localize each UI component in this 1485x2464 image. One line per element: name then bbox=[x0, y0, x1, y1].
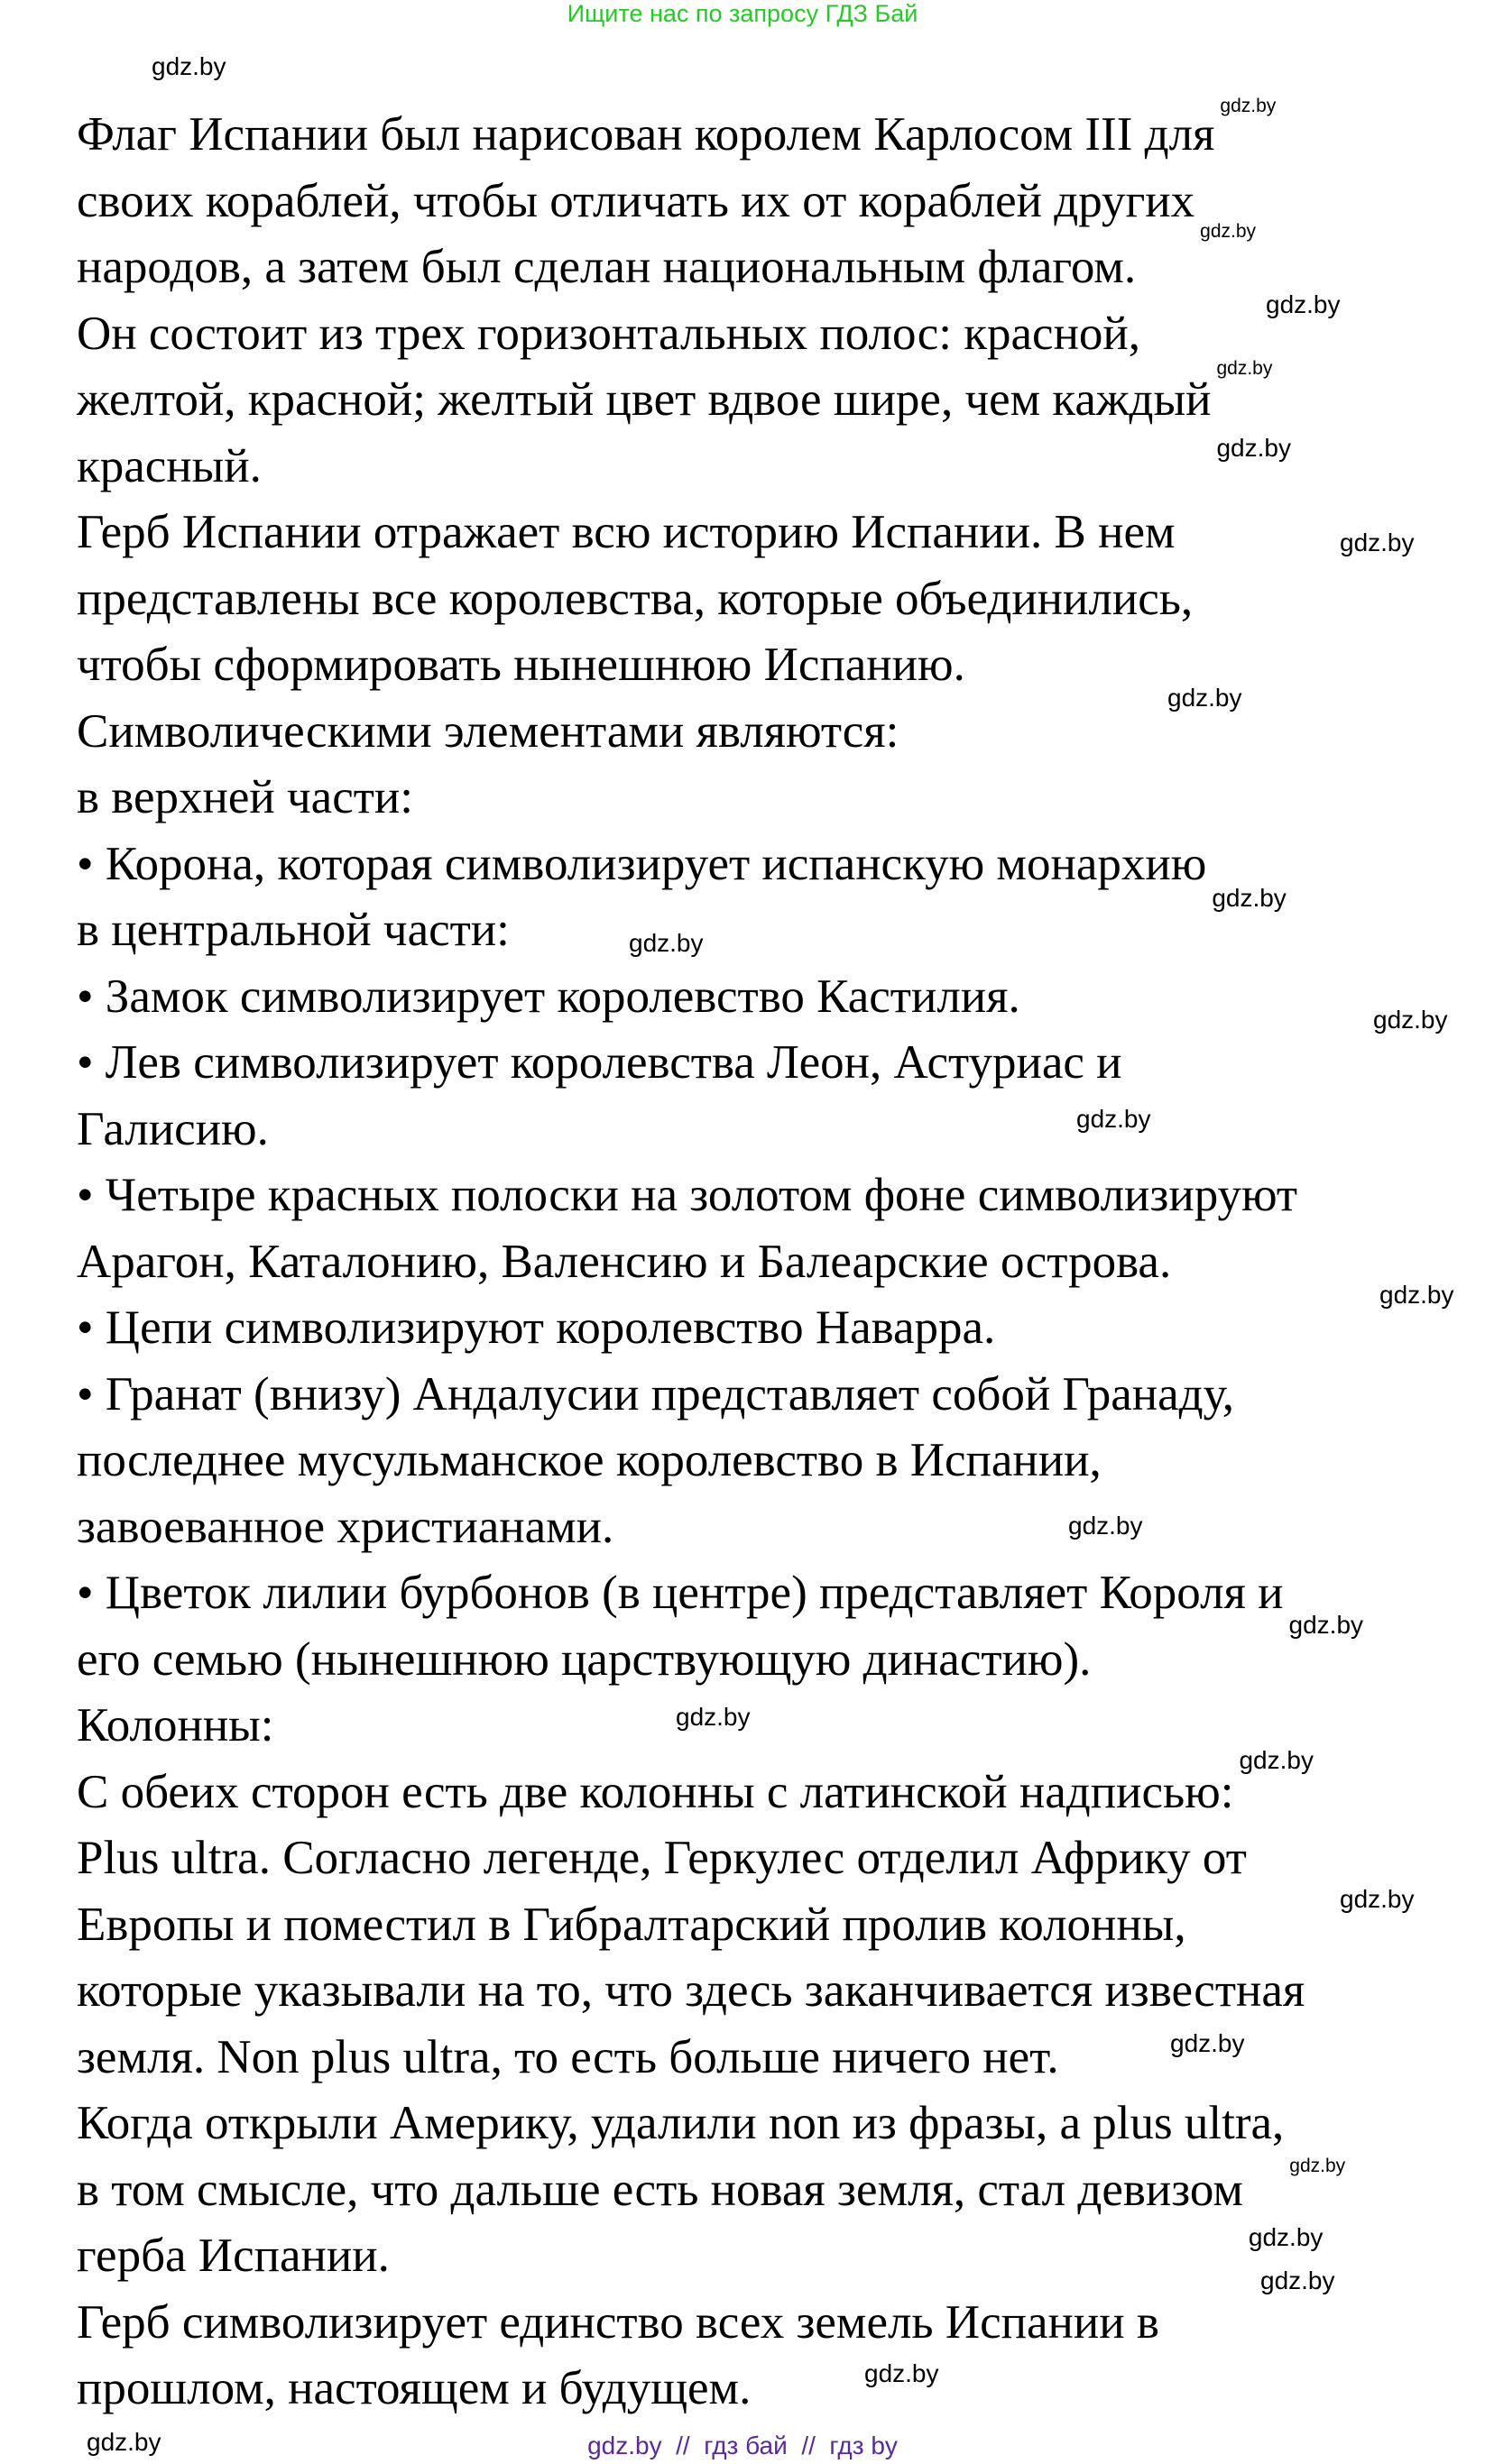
watermark-text: gdz.by bbox=[1340, 529, 1415, 556]
watermark-text: gdz.by bbox=[864, 2359, 939, 2387]
text-line: Plus ultra. Согласно легенде, Геркулес отделил Африку от bbox=[77, 1832, 1247, 1884]
text-line: • Корона, которая символизирует испанскую монархию bbox=[77, 837, 1207, 890]
watermark-text: gdz.by bbox=[152, 52, 226, 80]
watermark-text: gdz.by bbox=[1289, 2156, 1346, 2176]
watermark-text: gdz.by bbox=[1373, 1006, 1448, 1034]
text-line: Флаг Испании был нарисован королем Карлосом III для bbox=[77, 108, 1215, 161]
text-line: Герб Испании отражает всю историю Испании. В нем bbox=[77, 506, 1176, 558]
text-line: Колонны: bbox=[77, 1699, 274, 1751]
header-banner: Ищите нас по запросу ГДЗ Бай bbox=[567, 0, 918, 27]
watermark-text: gdz.by bbox=[1379, 1281, 1454, 1309]
text-line: прошлом, настоящем и будущем. bbox=[77, 2362, 752, 2414]
text-line: народов, а затем был сделан национальным флагом. bbox=[77, 241, 1137, 293]
watermark-text: gdz.by bbox=[87, 2428, 161, 2456]
text-line: его семью (нынешнюю царствующую династию). bbox=[77, 1632, 1092, 1686]
watermark-text: gdz.by bbox=[1266, 290, 1341, 318]
document-body bbox=[77, 102, 1305, 2423]
watermark-text: gdz.by bbox=[1260, 2266, 1335, 2294]
watermark-text: gdz.by bbox=[1216, 358, 1273, 379]
watermark-text: gdz.by bbox=[1220, 96, 1277, 116]
text-line: в верхней части: bbox=[77, 771, 413, 823]
text-line: своих кораблей, чтобы отличать их от кораблей других bbox=[77, 174, 1195, 227]
text-line: • Замок символизирует королевство Кастилия. bbox=[77, 970, 1020, 1023]
watermark-text: gdz.by bbox=[1068, 1512, 1143, 1540]
watermark-text: gdz.by bbox=[1288, 1611, 1364, 1639]
watermark-text: gdz.by bbox=[1076, 1105, 1151, 1133]
watermark-text: gdz.by bbox=[629, 929, 704, 957]
text-line: которые указывали на то, что здесь заканчивается известная bbox=[77, 1964, 1305, 2017]
footer-banner: gdz.by // гдз бай // гдз by bbox=[587, 2432, 898, 2459]
text-line: С обеих сторон есть две колонны с латинской надписью: bbox=[77, 1765, 1234, 1818]
text-line: чтобы сформировать нынешнюю Испанию. bbox=[77, 639, 965, 691]
watermark-text: gdz.by bbox=[1170, 2029, 1245, 2057]
text-line: земля. Non plus ultra, то есть больше ничего нет. bbox=[77, 2030, 1059, 2083]
text-line: желтой, красной; желтый цвет вдвое шире, чем каждый bbox=[77, 373, 1212, 426]
text-line: • Четыре красных полоски на золотом фоне символизируют bbox=[77, 1169, 1298, 1221]
text-line: Герб символизирует единство всех земель Испании в bbox=[77, 2295, 1159, 2349]
text-line: представлены все королевства, которые объединились, bbox=[77, 572, 1194, 625]
watermark-text: gdz.by bbox=[1248, 2223, 1324, 2251]
watermark-text: gdz.by bbox=[1212, 884, 1287, 912]
text-line: • Гранат (внизу) Андалусии представляет собой Гранаду, bbox=[77, 1367, 1235, 1420]
text-line: герба Испании. bbox=[77, 2230, 390, 2282]
text-line: красный. bbox=[77, 439, 262, 492]
watermark-text: gdz.by bbox=[1239, 1746, 1314, 1774]
text-line: Европы и поместил в Гибралтарский пролив колонны, bbox=[77, 1898, 1186, 1951]
text-line: Арагон, Каталонию, Валенсию и Балеарские острова. bbox=[77, 1235, 1172, 1288]
watermark-text: gdz.by bbox=[1200, 221, 1257, 242]
text-line: • Цепи символизируют королевство Наварра. bbox=[77, 1301, 996, 1354]
text-line: Он состоит из трех горизонтальных полос: красной, bbox=[77, 307, 1141, 360]
text-line: в том смысле, что дальше есть новая земля, стал девизом bbox=[77, 2163, 1243, 2216]
text-line: Когда открыли Америку, удалили non из фразы, а plus ultra, bbox=[77, 2097, 1285, 2149]
watermark-text: gdz.by bbox=[676, 1703, 751, 1731]
text-line: Галисию. bbox=[77, 1102, 269, 1155]
watermark-text: gdz.by bbox=[1340, 1885, 1415, 1913]
text-line: в центральной части: bbox=[77, 904, 510, 956]
watermark-text: gdz.by bbox=[1216, 434, 1291, 462]
text-line: последнее мусульманское королевство в Испании, bbox=[77, 1434, 1102, 1486]
text-line: Символическими элементами являются: bbox=[77, 704, 899, 758]
watermark-text: gdz.by bbox=[1167, 684, 1242, 712]
text-line: • Лев символизирует королевства Леон, Астуриас и bbox=[77, 1036, 1122, 1089]
text-line: завоеванное христианами. bbox=[77, 1500, 614, 1553]
text-line: • Цветок лилии бурбонов (в центре) представляет Короля и bbox=[77, 1567, 1284, 1619]
